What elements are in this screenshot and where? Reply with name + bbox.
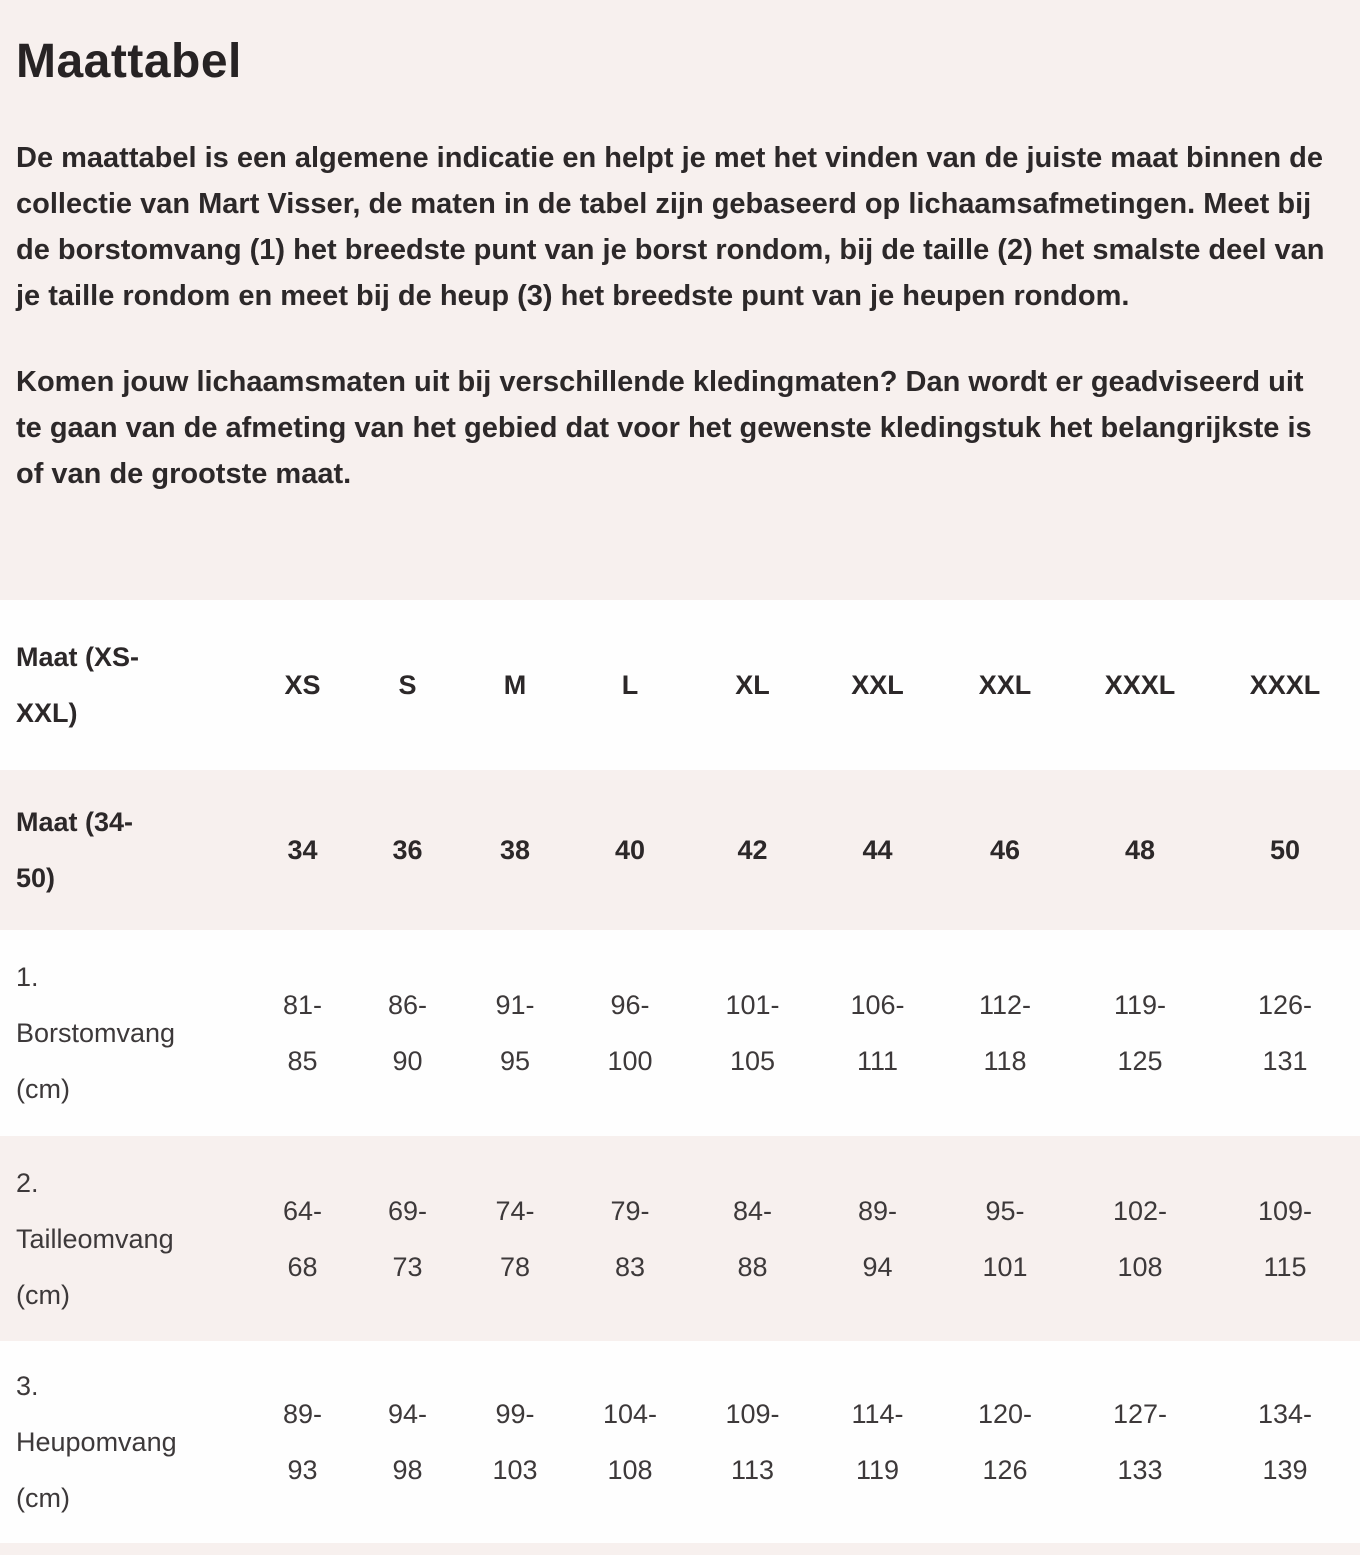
cell-text-line: 119	[855, 1455, 900, 1485]
cell-text-line: 109-	[1257, 1195, 1313, 1226]
cell-text-line: Borstomvang	[16, 1018, 176, 1048]
cell-text-line: 105	[729, 1046, 776, 1076]
row-label-heupomvang	[0, 1341, 250, 1543]
table-cell-tailleomvang	[570, 1136, 690, 1341]
cell-text-line: 120-	[977, 1399, 1033, 1429]
cell-text-line: 127-	[1112, 1399, 1168, 1429]
table-cell-tailleomvang	[1070, 1136, 1210, 1341]
table-cell-maat-letters	[355, 600, 460, 770]
cell-text-line: 94-	[387, 1399, 428, 1429]
table-cell-maat-nummers	[690, 770, 815, 930]
cell-text-line: (cm)	[16, 1279, 70, 1310]
table-cell-heupomvang	[250, 1341, 355, 1543]
cell-text-line: 108	[607, 1455, 653, 1485]
cell-text-line: 134-	[1257, 1399, 1313, 1429]
cell-text-line: 139	[1262, 1455, 1308, 1485]
table-cell-tailleomvang	[940, 1136, 1070, 1341]
cell-text-line: 104-	[602, 1399, 658, 1429]
table-row-maat-nummers	[0, 770, 1360, 930]
row-label-maat-letters	[0, 600, 250, 770]
cell-text-line: XXL	[851, 670, 904, 700]
table-cell-maat-nummers	[815, 770, 940, 930]
cell-text-line: XL	[735, 670, 770, 700]
cell-text-line: 111	[856, 1046, 899, 1076]
cell-text-line: 1.	[16, 962, 39, 992]
cell-text-line: 118	[983, 1046, 1027, 1076]
table-cell-borstomvang	[250, 930, 355, 1136]
table-cell-borstomvang	[940, 930, 1070, 1136]
cell-text-line: 79-	[610, 1195, 650, 1226]
row-label-tailleomvang	[0, 1136, 250, 1341]
cell-text-line: 131	[1262, 1046, 1308, 1076]
cell-text-line: 84-	[732, 1195, 773, 1226]
page-title: Maattabel	[16, 35, 242, 88]
cell-text-line: 90	[392, 1046, 423, 1076]
table-cell-borstomvang	[460, 930, 570, 1136]
cell-text-line: 99-	[495, 1399, 535, 1429]
cell-text-line: 50	[1269, 835, 1301, 865]
table-cell-heupomvang	[355, 1341, 460, 1543]
table-cell-maat-letters	[940, 600, 1070, 770]
cell-text-line: 73	[392, 1251, 423, 1282]
table-cell-borstomvang	[690, 930, 815, 1136]
cell-text-line: 78	[499, 1251, 531, 1282]
table-cell-maat-letters	[1210, 600, 1360, 770]
table-cell-maat-nummers	[940, 770, 1070, 930]
table-cell-heupomvang	[570, 1341, 690, 1543]
cell-text-line: 3.	[16, 1371, 39, 1401]
cell-text-line: 101	[982, 1251, 1028, 1282]
cell-text-line: Heupomvang	[16, 1427, 177, 1457]
table-cell-tailleomvang	[690, 1136, 815, 1341]
cell-text-line: 106-	[850, 990, 905, 1020]
table-cell-heupomvang	[1070, 1341, 1210, 1543]
cell-text-line: 83	[614, 1251, 646, 1282]
table-cell-maat-nummers	[250, 770, 355, 930]
cell-text-line: 93	[287, 1455, 318, 1485]
row-label-maat-nummers	[0, 770, 250, 930]
cell-text-line: 38	[499, 835, 531, 865]
cell-text-line: 88	[737, 1251, 768, 1282]
cell-text-line: 94	[862, 1251, 893, 1282]
cell-text-line: (cm)	[16, 1483, 70, 1513]
table-cell-tailleomvang	[815, 1136, 940, 1341]
row-label-borstomvang	[0, 930, 250, 1136]
cell-text-line: 95-	[985, 1195, 1025, 1226]
cell-text-line: 96-	[610, 990, 650, 1020]
cell-text-line: 95	[499, 1046, 531, 1076]
table-cell-maat-letters	[570, 600, 690, 770]
cell-text-line: 114-	[851, 1399, 904, 1429]
table-row-tailleomvang	[0, 1136, 1360, 1341]
table-cell-maat-letters	[1070, 600, 1210, 770]
table-row-maat-letters	[0, 600, 1360, 770]
cell-text-line: M	[503, 670, 527, 700]
table-cell-maat-nummers	[1070, 770, 1210, 930]
cell-text-line: Tailleomvang	[16, 1223, 174, 1254]
cell-text-line: 133	[1117, 1455, 1163, 1485]
cell-text-line: Maat (34-	[16, 807, 134, 837]
cell-text-line: 103	[492, 1455, 538, 1485]
cell-text-line: 98	[392, 1455, 423, 1485]
cell-text-line: 115	[1263, 1251, 1307, 1282]
table-cell-maat-nummers	[1210, 770, 1360, 930]
cell-text-line: S	[398, 670, 417, 700]
table-cell-maat-letters	[690, 600, 815, 770]
cell-text-line: 100	[607, 1046, 653, 1076]
table-cell-borstomvang	[570, 930, 690, 1136]
cell-text-line: 113	[730, 1455, 775, 1485]
table-cell-borstomvang	[1210, 930, 1360, 1136]
cell-text-line: 126	[982, 1455, 1028, 1485]
cell-text-line: 44	[862, 835, 893, 865]
cell-text-line: 36	[392, 835, 423, 865]
cell-text-line: 42	[737, 835, 768, 865]
size-table	[0, 600, 1360, 1543]
size-table-body	[0, 600, 1360, 1543]
cell-text-line: 126-	[1257, 990, 1313, 1020]
cell-text-line: XXL)	[16, 698, 78, 728]
table-cell-tailleomvang	[1210, 1136, 1360, 1341]
cell-text-line: 50)	[16, 863, 56, 893]
table-cell-tailleomvang	[355, 1136, 460, 1341]
table-cell-maat-letters	[460, 600, 570, 770]
table-cell-maat-letters	[815, 600, 940, 770]
table-cell-maat-letters	[250, 600, 355, 770]
table-cell-heupomvang	[460, 1341, 570, 1543]
cell-text-line: 69-	[387, 1195, 428, 1226]
cell-text-line: 34	[287, 835, 318, 865]
cell-text-line: XS	[284, 670, 321, 700]
cell-text-line: XXL	[978, 670, 1032, 700]
cell-text-line: 109-	[725, 1399, 780, 1429]
table-cell-heupomvang	[940, 1341, 1070, 1543]
table-row-borstomvang	[0, 930, 1360, 1136]
cell-text-line: 91-	[495, 990, 535, 1020]
cell-text-line: L	[621, 670, 639, 700]
cell-text-line: 46	[989, 835, 1021, 865]
cell-text-line: XXXL	[1249, 670, 1321, 700]
cell-text-line: 125	[1117, 1046, 1163, 1076]
table-cell-maat-nummers	[355, 770, 460, 930]
cell-text-line: 85	[287, 1046, 318, 1076]
cell-text-line: 112-	[978, 990, 1032, 1020]
table-cell-borstomvang	[815, 930, 940, 1136]
cell-text-line: 119-	[1113, 990, 1167, 1020]
cell-text-line: 68	[287, 1251, 318, 1282]
cell-text-line: 101-	[725, 990, 780, 1020]
table-cell-heupomvang	[690, 1341, 815, 1543]
cell-text-line: 108	[1117, 1251, 1163, 1282]
intro-paragraph-advice: Komen jouw lichaamsmaten uit bij verschillende kledingmaten? Dan wordt er geadviseerd uit te gaan van de afmeting van het gebied dat voor het gewenste kledingstuk het belangrijkste is of van de grootste maat.	[16, 366, 1312, 490]
table-cell-maat-nummers	[460, 770, 570, 930]
cell-text-line: 86-	[387, 990, 428, 1020]
cell-text-line: 102-	[1112, 1195, 1168, 1226]
intro-section	[0, 0, 1360, 600]
table-cell-tailleomvang	[460, 1136, 570, 1341]
cell-text-line: 40	[614, 835, 646, 865]
cell-text-line: 64-	[282, 1195, 323, 1226]
table-cell-maat-nummers	[570, 770, 690, 930]
cell-text-line: 89-	[857, 1195, 898, 1226]
table-cell-borstomvang	[355, 930, 460, 1136]
table-cell-heupomvang	[1210, 1341, 1360, 1543]
cell-text-line: XXXL	[1104, 670, 1176, 700]
cell-text-line: (cm)	[16, 1074, 70, 1104]
table-cell-heupomvang	[815, 1341, 940, 1543]
cell-text-line: 81-	[282, 990, 323, 1020]
table-row-heupomvang	[0, 1341, 1360, 1543]
cell-text-line: 48	[1124, 835, 1156, 865]
cell-text-line: 74-	[495, 1195, 535, 1226]
cell-text-line: 2.	[16, 1167, 39, 1198]
table-cell-tailleomvang	[250, 1136, 355, 1341]
table-cell-borstomvang	[1070, 930, 1210, 1136]
cell-text-line: 89-	[282, 1399, 323, 1429]
intro-paragraph-measuring: De maattabel is een algemene indicatie en helpt je met het vinden van de juiste maat binnen de collectie van Mart Visser, de maten in de tabel zijn gebaseerd op lichaamsafmetingen. Meet bij de borstomvang (1) het breedste punt van je borst rondom, bij de taille (2) het smalste deel van je taille rondom en meet bij de heup (3) het breedste punt van je heupen rondom.	[16, 142, 1325, 312]
cell-text-line: Maat (XS-	[16, 642, 140, 672]
